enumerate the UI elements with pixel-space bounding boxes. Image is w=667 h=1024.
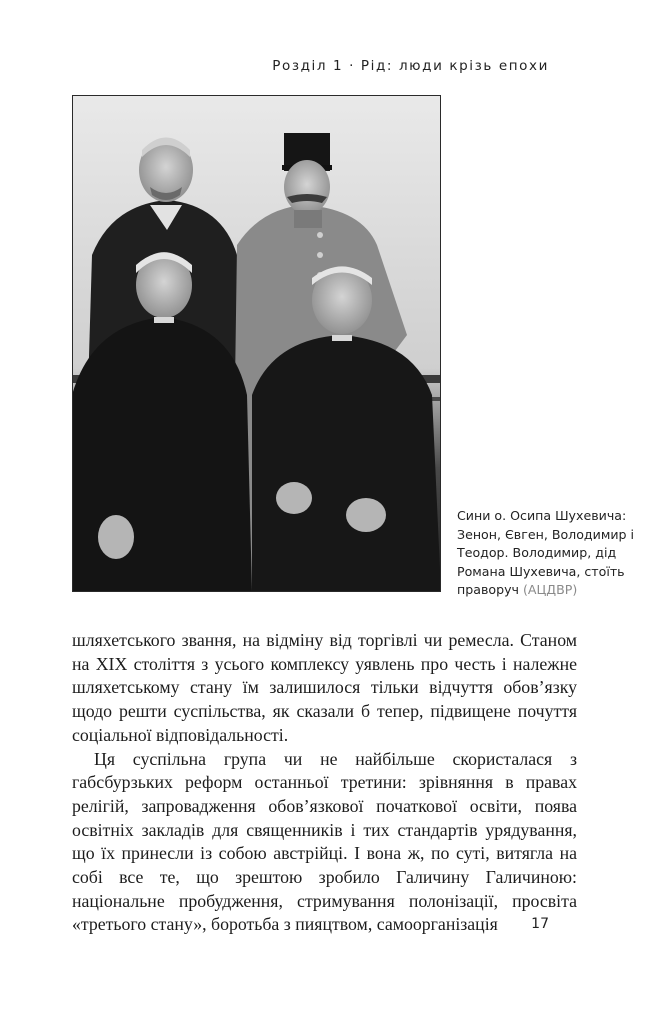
body-text (72, 629, 577, 937)
paragraph: Ця суспільна група чи не найбільше скористалася з габсбурзьких реформ останньої третини: зрівняння в правах релігій, запровадження обов’язкової початкової освіти, поява освітніх закладів для священників і тих стандартів урядування, що їх принесли із собою австрійці. І вона ж, по суті, витягла на собі все те, що зрештою зробило Галичину Галичиною: національне пробудження, стримування полонізації, просвіта «третього стану», боротьба з пияцтвом, самоорганізація (72, 748, 577, 935)
paragraph: шляхетського звання, на відміну від торгівлі чи ремесла. Станом на XIX століття з усього комплексу уявлень про честь і належне шляхетському стану їм залишилося тільки відчуття обов’язку щодо решти суспільства, як сказали б тепер, підвищене почуття соціальної відповідальності. (72, 630, 577, 745)
photo-caption (457, 507, 657, 600)
running-head: Розділ 1 · Рід: люди крізь епохи (272, 58, 549, 74)
caption-text: Сини о. Осипа Шухевича: Зенон, Євген, Володимир і Теодор. Володимир, дід Романа Шухевича, стоїть праворуч (457, 508, 634, 598)
page-number: 17 (531, 916, 549, 932)
caption-source: (АЦДВР) (522, 582, 578, 598)
historical-group-photo (72, 95, 441, 592)
